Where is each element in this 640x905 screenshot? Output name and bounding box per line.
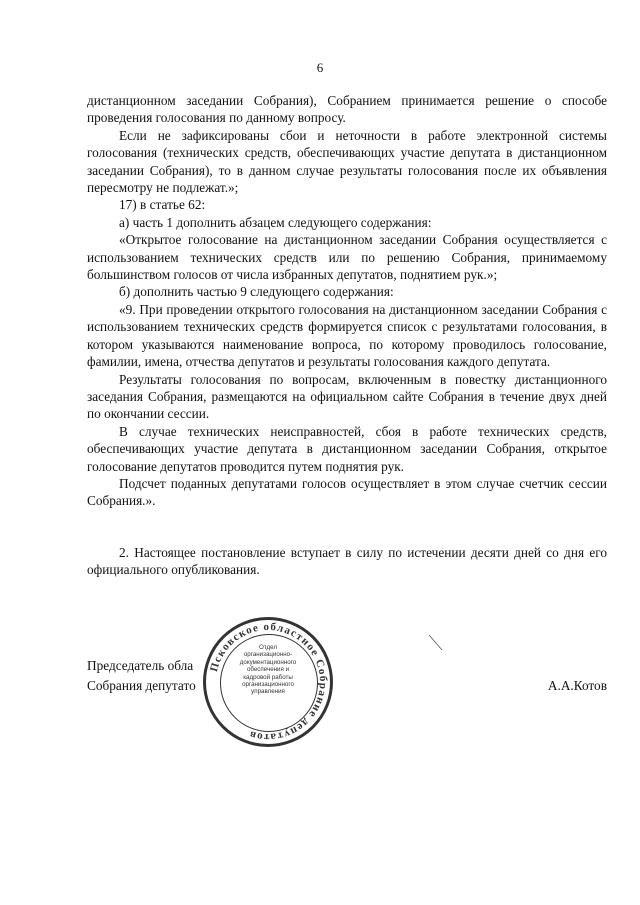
pen-mark-icon (428, 634, 444, 652)
official-seal (203, 617, 333, 747)
paragraph: Подсчет поданных депутатами голосов осуществляет в этом случае счетчик сессии Собрания.». (87, 475, 607, 509)
signature-title-line-2: Собрания депутато (87, 678, 196, 693)
paragraph-effective-date: 2. Настоящее постановление вступает в силу по истечении десяти дней со дня его официального опубликования. (87, 544, 607, 578)
signature-block (87, 656, 607, 696)
paragraph: В случае технических неисправностей, сбоя в работе технических средств, обеспечивающих участие депутата в дистанционном заседании Собрания, открытое голосование депутатов проводится путем поднятия рук. (87, 423, 607, 474)
seal-line: Отдел (259, 644, 277, 651)
seal-line: кадровой работы (243, 673, 293, 681)
document-body (87, 92, 607, 579)
paragraph: Если не зафиксированы сбои и неточности в работе электронной системы голосования (технических средств, обеспечивающих участие депутата в дистанционном заседании Собрания), то в данном случае результаты голосования после их объявления пересмотру не подлежат.»; (87, 127, 607, 196)
seal-line: обеспечения и (246, 666, 290, 674)
seal-ring-text: Псковское областное Собрание депутатов (208, 620, 330, 744)
paragraph-quote: «Открытое голосование на дистанционном заседании Собрания осуществляется с использованием технических средств или по решению Собрания, принимаемому большинством голосов от числа избранных депутатов, поднятием рук.»; (87, 232, 607, 283)
signatory-name: А.А.Котов (547, 678, 607, 693)
paragraph-item-17: 17) в статье 62: (119, 197, 206, 213)
page-number: 6 (316, 60, 324, 75)
seal-line: организационно- (243, 651, 293, 659)
paragraph-part-9: «9. При проведении открытого голосования на дистанционном заседании Собрания с использованием технических средств формируется список с результатами голосования, в котором указываются наименование вопроса, по которому проводилось голосование, фамилии, имена, отчества депутатов и результаты голосования каждого депутата. (87, 301, 607, 370)
paragraph-subitem-a: а) часть 1 дополнить абзацем следующего содержания: (119, 214, 432, 230)
seal-center-text (228, 644, 308, 696)
seal-line: организационного (242, 681, 294, 689)
paragraph: Результаты голосования по вопросам, включенным в повестку дистанционного заседания Собрания, размещаются на официальном сайте Собрания в течение двух дней по окончании сессии. (87, 371, 607, 422)
seal-line: документационного (239, 658, 297, 666)
signature-title-line-1: Председатель обла (87, 658, 194, 673)
paragraph-continuation: дистанционном заседании Собрания), Собранием принимается решение о способе проведения голосования по данному вопросу. (87, 93, 607, 126)
paragraph-subitem-b: б) дополнить частью 9 следующего содержания: (119, 284, 394, 300)
seal-line: управления (251, 688, 285, 696)
